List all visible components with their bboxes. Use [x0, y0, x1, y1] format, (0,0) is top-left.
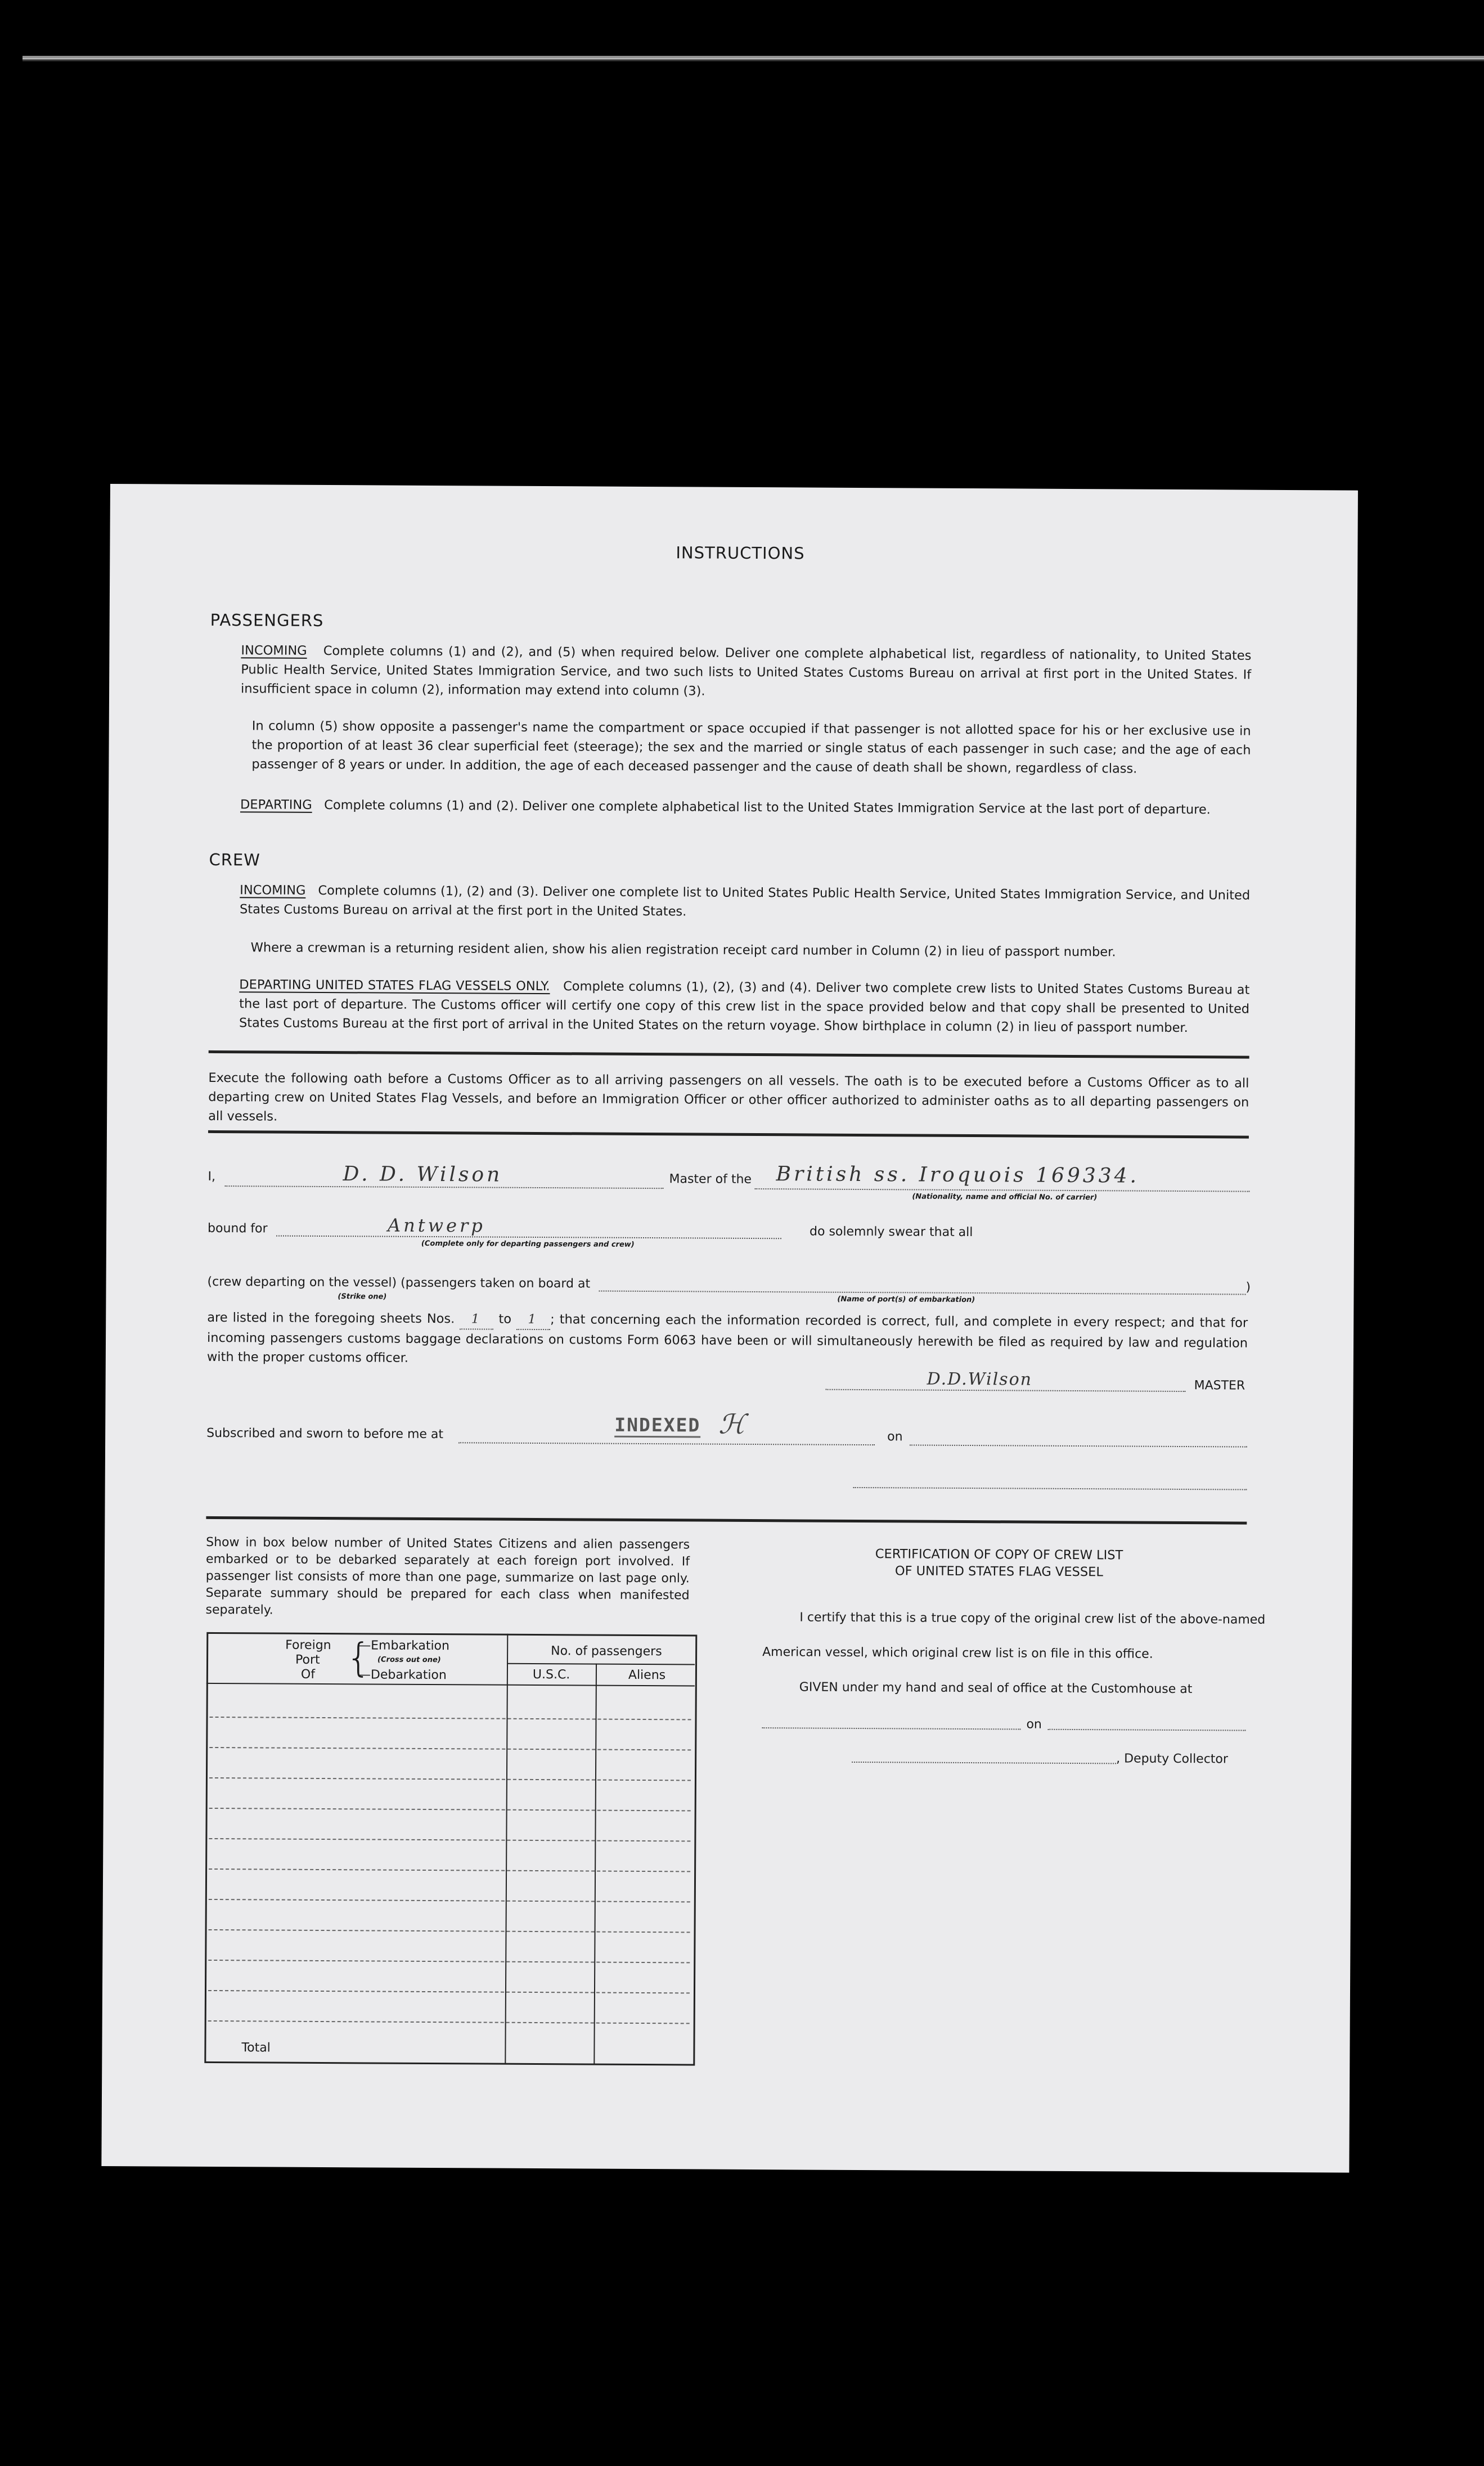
embarkation-label: —Embarkation: [358, 1638, 450, 1654]
page-title: INSTRUCTIONS: [676, 543, 805, 563]
no-passengers-label: No. of passengers: [551, 1644, 662, 1659]
usc-label: U.S.C.: [532, 1667, 570, 1682]
bound-for-label: bound for: [208, 1221, 268, 1236]
subscribed-on-label: on: [887, 1430, 903, 1444]
col-of-label: Of: [300, 1667, 316, 1682]
certification-title-line2: OF UNITED STATES FLAG VESSEL: [894, 1564, 1103, 1580]
crew-resident-text: Where a crewman is a returning resident alien, show his alien registration receipt card number in Column (2) in lieu of passport number.: [250, 940, 1116, 960]
divider-3: [206, 1516, 1247, 1525]
customhouse-line: [762, 1727, 1020, 1730]
sheet-to-number: 1: [516, 1310, 550, 1330]
col-foreign-label: Foreign: [285, 1638, 331, 1653]
passengers-departing-label: DEPARTING: [240, 797, 312, 812]
divider-2: [208, 1130, 1249, 1139]
passengers-incoming-text: Complete columns (1) and (2), and (5) when required below. Deliver one complete alphabetical list, regardless of nationality, to United States Public Health Service, United States Immigration Service, and two such lists to United States Customs Bureau on arrival at first port in the United States. If insufficient space in column (2), information may extend into column (3).: [241, 643, 1252, 699]
passengers-heading: PASSENGERS: [210, 610, 324, 630]
passengers-column5-text: In column (5) show opposite a passenger's name the compartment or space occupied if that passenger is not allotted space for his or her exclusive use in the proportion of at least 36 clear superficial feet (steerage); the sex and the married or single status of each passenger in such case; and the age of each passenger of 8 years or under. In addition, the age of each deceased passenger and the cause of death shall be shown, regardless of class.: [251, 718, 1251, 776]
master-signature: D.D.Wilson: [927, 1369, 1033, 1390]
crew-incoming-text: Complete columns (1), (2) and (3). Deliver one complete list to United States Public Health Service, United States Immigration Service, and United States Customs Bureau on arrival at the first port in the United States.: [239, 883, 1251, 919]
col-port-label: Port: [295, 1652, 320, 1667]
certification-title: [830, 1546, 1168, 1581]
sheet-from-number: 1: [460, 1309, 493, 1329]
vessel-line: [754, 1188, 1249, 1192]
master-of-label: Master of the: [669, 1172, 752, 1187]
scan-edge-line: [23, 54, 1484, 62]
subscribed-date-line: [910, 1444, 1247, 1447]
brace-glyph: {: [345, 1634, 371, 1681]
master-label: MASTER: [1194, 1378, 1245, 1393]
sheets-paragraph: [207, 1308, 1248, 1372]
vessel-handwritten: British ss. Iroquois 169334.: [776, 1162, 1140, 1188]
subscribed-place-line: [458, 1442, 875, 1445]
subscribed-label: Subscribed and sworn to before me at: [206, 1426, 444, 1442]
certify-line1: I certify that this is a true copy of the original crew list of the above-named: [799, 1610, 1266, 1627]
certification-on-label: on: [1026, 1717, 1042, 1732]
certification-date-line: [1047, 1729, 1245, 1731]
deputy-collector-label: , Deputy Collector: [1116, 1751, 1229, 1767]
certify-line2: American vessel, which original crew list is on file in this office.: [762, 1645, 1153, 1661]
crew-departing-block: [239, 975, 1250, 1037]
swear-text: do solemnly swear that all: [809, 1224, 973, 1240]
sheets-prefix: are listed in the foregoing sheets Nos.: [207, 1310, 455, 1327]
debarkation-label: —Debarkation: [358, 1668, 447, 1683]
passengers-incoming-label: INCOMING: [241, 643, 307, 658]
vessel-caption: (Nationality, name and official No. of carrier): [912, 1192, 1098, 1202]
master-name-handwritten: D. D. Wilson: [343, 1162, 503, 1187]
oath-intro: Execute the following oath before a Customs Officer as to all arriving passengers on all vessels. The oath is to be executed before a Customs Officer as to all departing crew on United States Flag Vessels, and before an Immigration Officer or other officer authorized to administer oaths as to all departing passengers on all vessels.: [208, 1070, 1249, 1124]
indexed-initial-mark: ℋ: [718, 1408, 745, 1440]
cross-out-caption: (Cross out one): [377, 1655, 441, 1665]
bound-for-handwritten: Antwerp: [388, 1214, 485, 1237]
officer-signature-line: [853, 1487, 1247, 1490]
signature-line: [826, 1389, 1186, 1392]
bound-for-line: [276, 1236, 781, 1239]
bound-for-caption: (Complete only for departing passengers and crew): [421, 1239, 635, 1249]
passengers-incoming-block: [241, 641, 1252, 703]
sheets-text: ; that concerning each the information recorded is correct, full, and complete in every respect; and that for incoming passengers customs baggage declarations on customs Form 6063 have been or will simultaneously herewith be filed as required by law and regulation with the proper customs officer.: [206, 1312, 1248, 1365]
strike-caption: (Strike one): [338, 1292, 387, 1301]
passengers-departing-text: Complete columns (1) and (2). Deliver one complete alphabetical list to the United States Immigration Service at the last port of departure.: [324, 797, 1211, 817]
divider-1: [209, 1050, 1249, 1059]
crew-incoming-label: INCOMING: [240, 883, 306, 898]
summary-instructions: Show in box below number of United States Citizens and alien passengers embarked or to be debarked separately at each foreign port involved. If passenger list consists of more than one page, summarize on last page only. Separate summary should be prepared for each class when manifested separately.: [205, 1535, 690, 1618]
passenger-summary-table: [204, 1632, 697, 2066]
instructions-page: [101, 484, 1358, 2173]
total-label: Total: [241, 2041, 271, 2055]
summary-rows: [110, 484, 1358, 491]
crew-heading: CREW: [209, 850, 260, 870]
crew-departing-oath-text: (crew departing on the vessel) (passengers taken on board at: [207, 1274, 591, 1291]
given-text: GIVEN under my hand and seal of office at the Customhouse at: [799, 1680, 1193, 1697]
passengers-departing-block: [240, 795, 1251, 819]
ports-close-paren: ): [1245, 1280, 1251, 1295]
certification-title-line1: CERTIFICATION OF COPY OF CREW LIST: [875, 1547, 1123, 1563]
crew-incoming-block: [240, 881, 1250, 924]
aliens-label: Aliens: [628, 1668, 666, 1683]
crew-departing-text: Complete columns (1), (2), (3) and (4). Deliver two complete crew lists to United States Customs Bureau at the last port of departure. The Customs officer will certify one copy of this crew list in the space provided below and that copy shall be presented to United States Customs Bureau at the first port of arrival in the United States on the return voyage. Show birthplace in column (2) in lieu of passport number.: [239, 979, 1250, 1036]
sheets-to-label: to: [498, 1311, 512, 1327]
oath-i-label: I,: [208, 1169, 216, 1184]
indexed-stamp: INDEXED: [614, 1414, 700, 1438]
ports-caption: (Name of port(s) of embarkation): [837, 1295, 975, 1305]
ports-line: [599, 1291, 1245, 1295]
crew-departing-label: DEPARTING UNITED STATES FLAG VESSELS ONLY.: [239, 977, 550, 994]
deputy-signature-line: [852, 1762, 1116, 1764]
